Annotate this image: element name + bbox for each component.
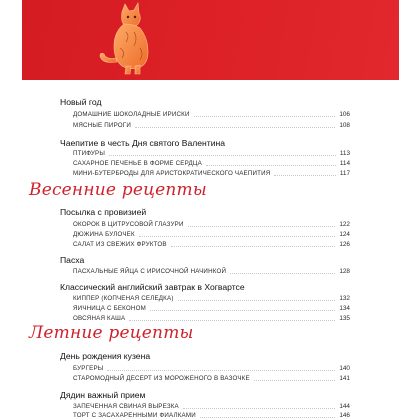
toc-entry[interactable]	[73, 410, 350, 420]
toc-entry[interactable]	[73, 266, 350, 276]
toc-entry-title: МИНИ-БУТЕРБРОДЫ ДЛЯ АРИСТОКРАТИЧЕСКОГО ЧАЕПИТИЯ	[73, 170, 271, 177]
toc-subtitle[interactable]: День рождения кузена	[60, 351, 151, 361]
toc-entry-page: 117	[339, 170, 350, 177]
leader-dots	[171, 246, 336, 247]
toc-entry[interactable]	[73, 148, 350, 158]
leader-dots	[194, 116, 336, 117]
toc-entry[interactable]	[73, 168, 350, 178]
toc-entry[interactable]	[73, 120, 350, 130]
toc-entry[interactable]	[73, 109, 350, 119]
toc-entry-page: 144	[339, 403, 350, 410]
leader-dots	[178, 300, 336, 301]
toc-entry-title: ДОМАШНИЕ ШОКОЛАДНЫЕ ИРИСКИ	[73, 111, 190, 118]
toc-entry-title: ПТИФУРЫ	[73, 150, 106, 157]
leader-dots	[129, 320, 335, 321]
toc-entry[interactable]	[73, 303, 350, 313]
leader-dots	[274, 175, 335, 176]
toc-entry-title: ОКОРОК В ЦИТРУСОВОЙ ГЛАЗУРИ	[73, 221, 184, 228]
leader-dots	[188, 226, 336, 227]
toc-entry-page: 124	[339, 231, 350, 238]
cat-illustration	[92, 2, 164, 80]
leader-dots	[139, 236, 336, 237]
leader-dots	[109, 155, 336, 156]
toc-entry[interactable]	[73, 239, 350, 249]
leader-dots	[206, 165, 336, 166]
toc-entry[interactable]	[73, 229, 350, 239]
toc-entry-title: ПАСХАЛЬНЫЕ ЯЙЦА С ИРИСОЧНОЙ НАЧИНКОЙ	[73, 268, 227, 275]
toc-entry-title: БУРГЕРЫ	[73, 365, 104, 372]
leader-dots	[135, 127, 335, 128]
leader-dots	[107, 370, 335, 371]
section-title-summer[interactable]: Летние рецепты	[29, 323, 194, 343]
leader-dots	[254, 380, 336, 381]
toc-entry-page: 132	[339, 295, 350, 302]
section-title-spring[interactable]: Весенние рецепты	[29, 180, 207, 200]
toc-entry-page: 128	[339, 268, 350, 275]
toc-entry-title: ДЮЖИНА БУЛОЧЕК	[73, 231, 135, 238]
toc-entry-page: 135	[339, 315, 350, 322]
toc-subtitle[interactable]: Чаепитие в честь Дня святого Валентина	[60, 138, 226, 148]
toc-subtitle[interactable]: Дядин важный прием	[60, 390, 146, 400]
toc-entry[interactable]	[73, 373, 350, 383]
toc-entry-title: САЛАТ ИЗ СВЕЖИХ ФРУКТОВ	[73, 241, 167, 248]
toc-subtitle[interactable]: Новый год	[60, 97, 102, 107]
toc-entry-title: КИППЕР (КОПЧЕНАЯ СЕЛЕДКА)	[73, 295, 174, 302]
toc-entry-page: 146	[339, 412, 350, 419]
toc-entry-page: 134	[339, 305, 350, 312]
toc-entry-title: ОВСЯНАЯ КАША	[73, 315, 126, 322]
toc-subtitle[interactable]: Посылка с провизией	[60, 207, 147, 217]
leader-dots	[200, 417, 335, 418]
toc-entry-page: 141	[339, 375, 350, 382]
toc-entry-page: 108	[339, 122, 350, 129]
toc-entry-page: 122	[339, 221, 350, 228]
leader-dots	[230, 273, 335, 274]
header-banner	[22, 0, 399, 80]
toc-subtitle[interactable]: Пасха	[60, 255, 85, 265]
toc-entry-page: 113	[339, 150, 350, 157]
toc-entry-page: 106	[339, 111, 350, 118]
toc-entry-title: СТАРОМОДНЫЙ ДЕСЕРТ ИЗ МОРОЖЕНОГО В ВАЗОЧКЕ	[73, 375, 250, 382]
toc-entry-page: 140	[339, 365, 350, 372]
toc-entry[interactable]	[73, 313, 350, 323]
toc-entry-title: ТОРТ С ЗАСАХАРЕННЫМИ ФИАЛКАМИ	[73, 412, 196, 419]
toc-entry[interactable]	[73, 293, 350, 303]
toc-entry[interactable]	[73, 158, 350, 168]
toc-entry-title: МЯСНЫЕ ПИРОГИ	[73, 122, 131, 129]
toc-entry-title: ЗАПЕЧЕННАЯ СВИНАЯ ВЫРЕЗКА	[73, 403, 179, 410]
toc-entry-page: 114	[339, 160, 350, 167]
toc-entry-title: ЯИЧНИЦА С БЕКОНОМ	[73, 305, 146, 312]
toc-entry[interactable]	[73, 219, 350, 229]
toc-entry-title: САХАРНОЕ ПЕЧЕНЬЕ В ФОРМЕ СЕРДЦА	[73, 160, 202, 167]
toc-entry-page: 126	[339, 241, 350, 248]
leader-dots	[150, 310, 335, 311]
toc-entry[interactable]	[73, 363, 350, 373]
leader-dots	[183, 408, 335, 409]
toc-subtitle[interactable]: Классический английский завтрак в Хогвартсе	[60, 282, 245, 292]
